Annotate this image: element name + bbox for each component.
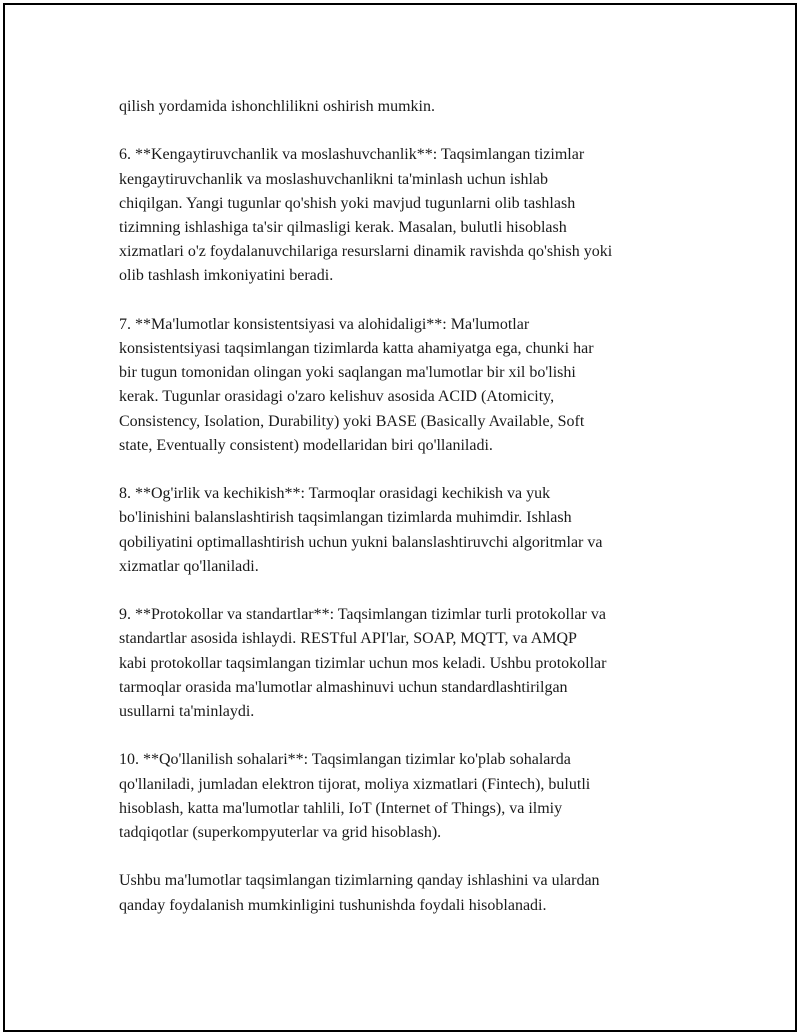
paragraph-item-8: 8. **Og'irlik va kechikish**: Tarmoqlar orasidagi kechikish va yuk bo'linishini balanslashtirish taqsimlangan tizimlarda muhimdir. Ishlash qobiliyatini optimallashtirish uchun yukni balanslashtiruvchi algoritmlar va xizmatlar qo'llaniladi.: [119, 485, 603, 575]
paragraph-item-9: 9. **Protokollar va standartlar**: Taqsimlangan tizimlar turli protokollar va standartlar asosida ishlaydi. RESTful API'lar, SOAP, MQTT, va AMQP kabi protokollar taqsimlangan tizimlar uchun mos keladi. Ushbu protokollar tarmoqlar orasida ma'lumotlar almashinuvi uchun standardlashtirilgan usullarni ta'minlaydi.: [119, 606, 607, 721]
paragraph-continuation: qilish yordamida ishonchlilikni oshirish mumkin.: [119, 98, 435, 115]
paragraph-item-6: 6. **Kengaytiruvchanlik va moslashuvchanlik**: Taqsimlangan tizimlar kengaytiruvchanlik va moslashuvchanlikni ta'minlash uchun ishlab chiqilgan. Yangi tugunlar qo'shish yoki mavjud tugunlarni olib tashlash tizimning ishlashiga ta'sir qilmasligi kerak. Masalan, bulutli hisoblash xizmatlari o'z foydalanuvchilariga resurslarni dinamik ravishda qo'shish yoki olib tashlash imkoniyatini beradi.: [119, 146, 613, 285]
paragraph-item-7: 7. **Ma'lumotlar konsistentsiyasi va alohidaligi**: Ma'lumotlar konsistentsiyasi taqsimlangan tizimlarda katta ahamiyatga ega, chunki har bir tugun tomonidan olingan yoki saqlangan ma'lumotlar bir xil bo'lishi kerak. Tugunlar orasidagi o'zaro kelishuv asosida ACID (Atomicity, Consistency, Isolation, Durability) yoki BASE (Basically Available, Soft state, Eventually consistent) modellaridan biri qo'llaniladi.: [119, 315, 594, 454]
document-page: [3, 3, 797, 1032]
document-body: [119, 95, 699, 942]
paragraph-item-10: 10. **Qo'llanilish sohalari**: Taqsimlangan tizimlar ko'plab sohalarda qo'llaniladi, jumladan elektron tijorat, moliya xizmatlari (Fintech), bulutli hisoblash, katta ma'lumotlar tahlili, IoT (Internet of Things), va ilmiy tadqiqotlar (superkompyuterlar va grid hisoblash).: [119, 751, 591, 842]
paragraph-conclusion: Ushbu ma'lumotlar taqsimlangan tizimlarning qanday ishlashini va ulardan qanday foydalanish mumkinligini tushunishda foydali hisoblanadi.: [119, 872, 600, 914]
